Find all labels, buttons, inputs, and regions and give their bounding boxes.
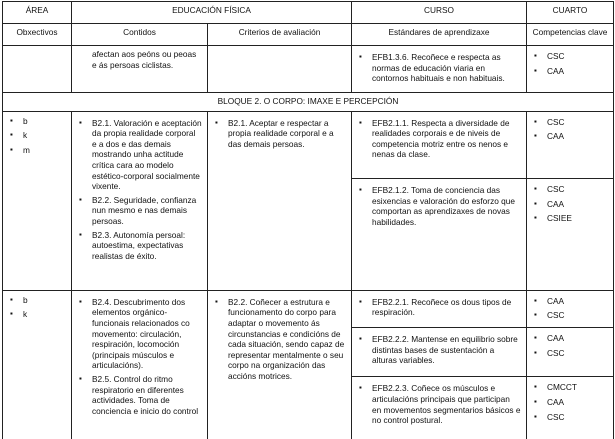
continuation-competences	[527, 46, 614, 92]
objective-item: ▪ m	[8, 145, 66, 156]
group2-criterion	[208, 290, 352, 439]
competence-item: ▪ CSC	[532, 184, 608, 195]
competence-item: ▪ CSC	[532, 117, 608, 128]
content-item: ▪ B2.4. Descubrimento dos elementos orgánico-funcionais relacionados co movemento: circulación, respiración, locomoción (principais músculos e articulacións).	[77, 297, 202, 371]
column-header-row	[3, 24, 614, 46]
continuation-content: afectan aos peóns ou peoas e ás persoas ciclistas.	[72, 46, 208, 92]
group2-competences-2	[527, 328, 614, 377]
continuation-criterion	[208, 46, 352, 92]
content-item: ▪ B2.2. Seguridade, confianza nun mesmo e nas demais persoas.	[77, 195, 202, 227]
group2-standard-3	[352, 377, 527, 439]
course-value: CUARTO	[527, 2, 614, 24]
col-standards: Estándares de aprendizaxe	[352, 24, 527, 46]
curriculum-table	[2, 1, 614, 439]
group1-row-a	[3, 111, 614, 178]
group2-row-a	[3, 290, 614, 327]
content-item: ▪ B2.1. Valoración e aceptación da propia realidade corporal e a dos e das demais mostrando unha actitude crítica cara ao modelo estético-corporal socialmente vixente.	[77, 118, 202, 192]
standard-item: ▪ EFB2.2.2. Mantense en equilibrio sobre distintas bases de sustentación a alturas variables.	[357, 334, 521, 366]
group1-criterion	[208, 111, 352, 290]
col-contents: Contidos	[72, 24, 208, 46]
block-title: BLOQUE 2. O CORPO: IMAXE E PERCEPCIÓN	[3, 92, 614, 111]
col-criteria: Criterios de avaliación	[208, 24, 352, 46]
competence-item: ▪ CAA	[532, 397, 608, 408]
continuation-standard: ▪ EFB1.3.6. Recoñece e respecta as normas de educación viaria en contornos habituais e non habituais.	[357, 52, 521, 84]
group2-contents	[72, 290, 208, 439]
content-item: ▪ B2.3. Autonomía persoal: autoestima, expectativas realistas de éxito.	[77, 230, 202, 262]
group2-standard-2	[352, 328, 527, 377]
competence-item: ▪ CAA	[532, 333, 608, 344]
continuation-row	[3, 46, 614, 92]
competence-item: ▪ CSC	[532, 310, 608, 321]
group2-objectives	[3, 290, 72, 439]
header-row	[3, 2, 614, 24]
competence-item: ▪ CSIEE	[532, 213, 608, 224]
standard-item: ▪ EFB2.2.1. Recoñece os dous tipos de respiración.	[357, 297, 521, 318]
continuation-standard-cell	[352, 46, 527, 92]
group2-competences-3	[527, 377, 614, 439]
group1-standard-2	[352, 179, 527, 291]
group2-competences-1	[527, 290, 614, 327]
competence-item: ▪ CSC	[532, 412, 608, 423]
competence-item: ▪ CAA	[532, 199, 608, 210]
group1-standard-1	[352, 111, 527, 178]
standard-item: ▪ EFB2.1.1. Respecta a diversidade de realidades corporais e de niveis de competencia motriz entre os nenos e nenas da clase.	[357, 118, 521, 160]
group2-standard-1	[352, 290, 527, 327]
objective-item: ▪ k	[8, 309, 66, 320]
content-item: ▪ B2.5. Control do ritmo respiratorio en diferentes actividades. Toma de conciencia e inicio do control	[77, 374, 202, 416]
criterion-item: ▪ B2.1. Aceptar e respectar a propia realidade corporal e a das demais persoas.	[213, 118, 346, 150]
criterion-item: ▪ B2.2. Coñecer a estrutura e funcionamento do corpo para adaptar o movemento ás circunstancias e condicións de cada situación, sendo capaz de representar mentalmente o seu corpo na organización das accións motrices.	[213, 297, 346, 382]
group1-competences-1	[527, 111, 614, 178]
objective-item: ▪ b	[8, 116, 66, 127]
group1-objectives	[3, 111, 72, 290]
subject-title: EDUCACIÓN FÍSICA	[72, 2, 352, 24]
area-label: ÁREA	[3, 2, 72, 24]
continuation-objectives	[3, 46, 72, 92]
course-label: CURSO	[352, 2, 527, 24]
group1-competences-2	[527, 179, 614, 291]
col-competences: Competencias clave	[527, 24, 614, 46]
standard-item: ▪ EFB2.1.2. Toma de conciencia das esixencias e valoración do esforzo que comportan as aprendizaxes de novas habilidades.	[357, 185, 521, 227]
competence-item: ▪ CAA	[532, 66, 608, 77]
group1-contents	[72, 111, 208, 290]
objective-item: ▪ b	[8, 295, 66, 306]
standard-item: ▪ EFB2.2.3. Coñece os músculos e articulacións principais que participan en movementos segmentarios básicos e no control postural.	[357, 383, 521, 425]
competence-item: ▪ CAA	[532, 131, 608, 142]
competence-item: ▪ CSC	[532, 51, 608, 62]
objective-item: ▪ k	[8, 130, 66, 141]
block-title-row	[3, 92, 614, 111]
competence-item: ▪ CAA	[532, 296, 608, 307]
competence-item: ▪ CSC	[532, 348, 608, 359]
competence-item: ▪ CMCCT	[532, 382, 608, 393]
col-objectives: Obxectivos	[3, 24, 72, 46]
